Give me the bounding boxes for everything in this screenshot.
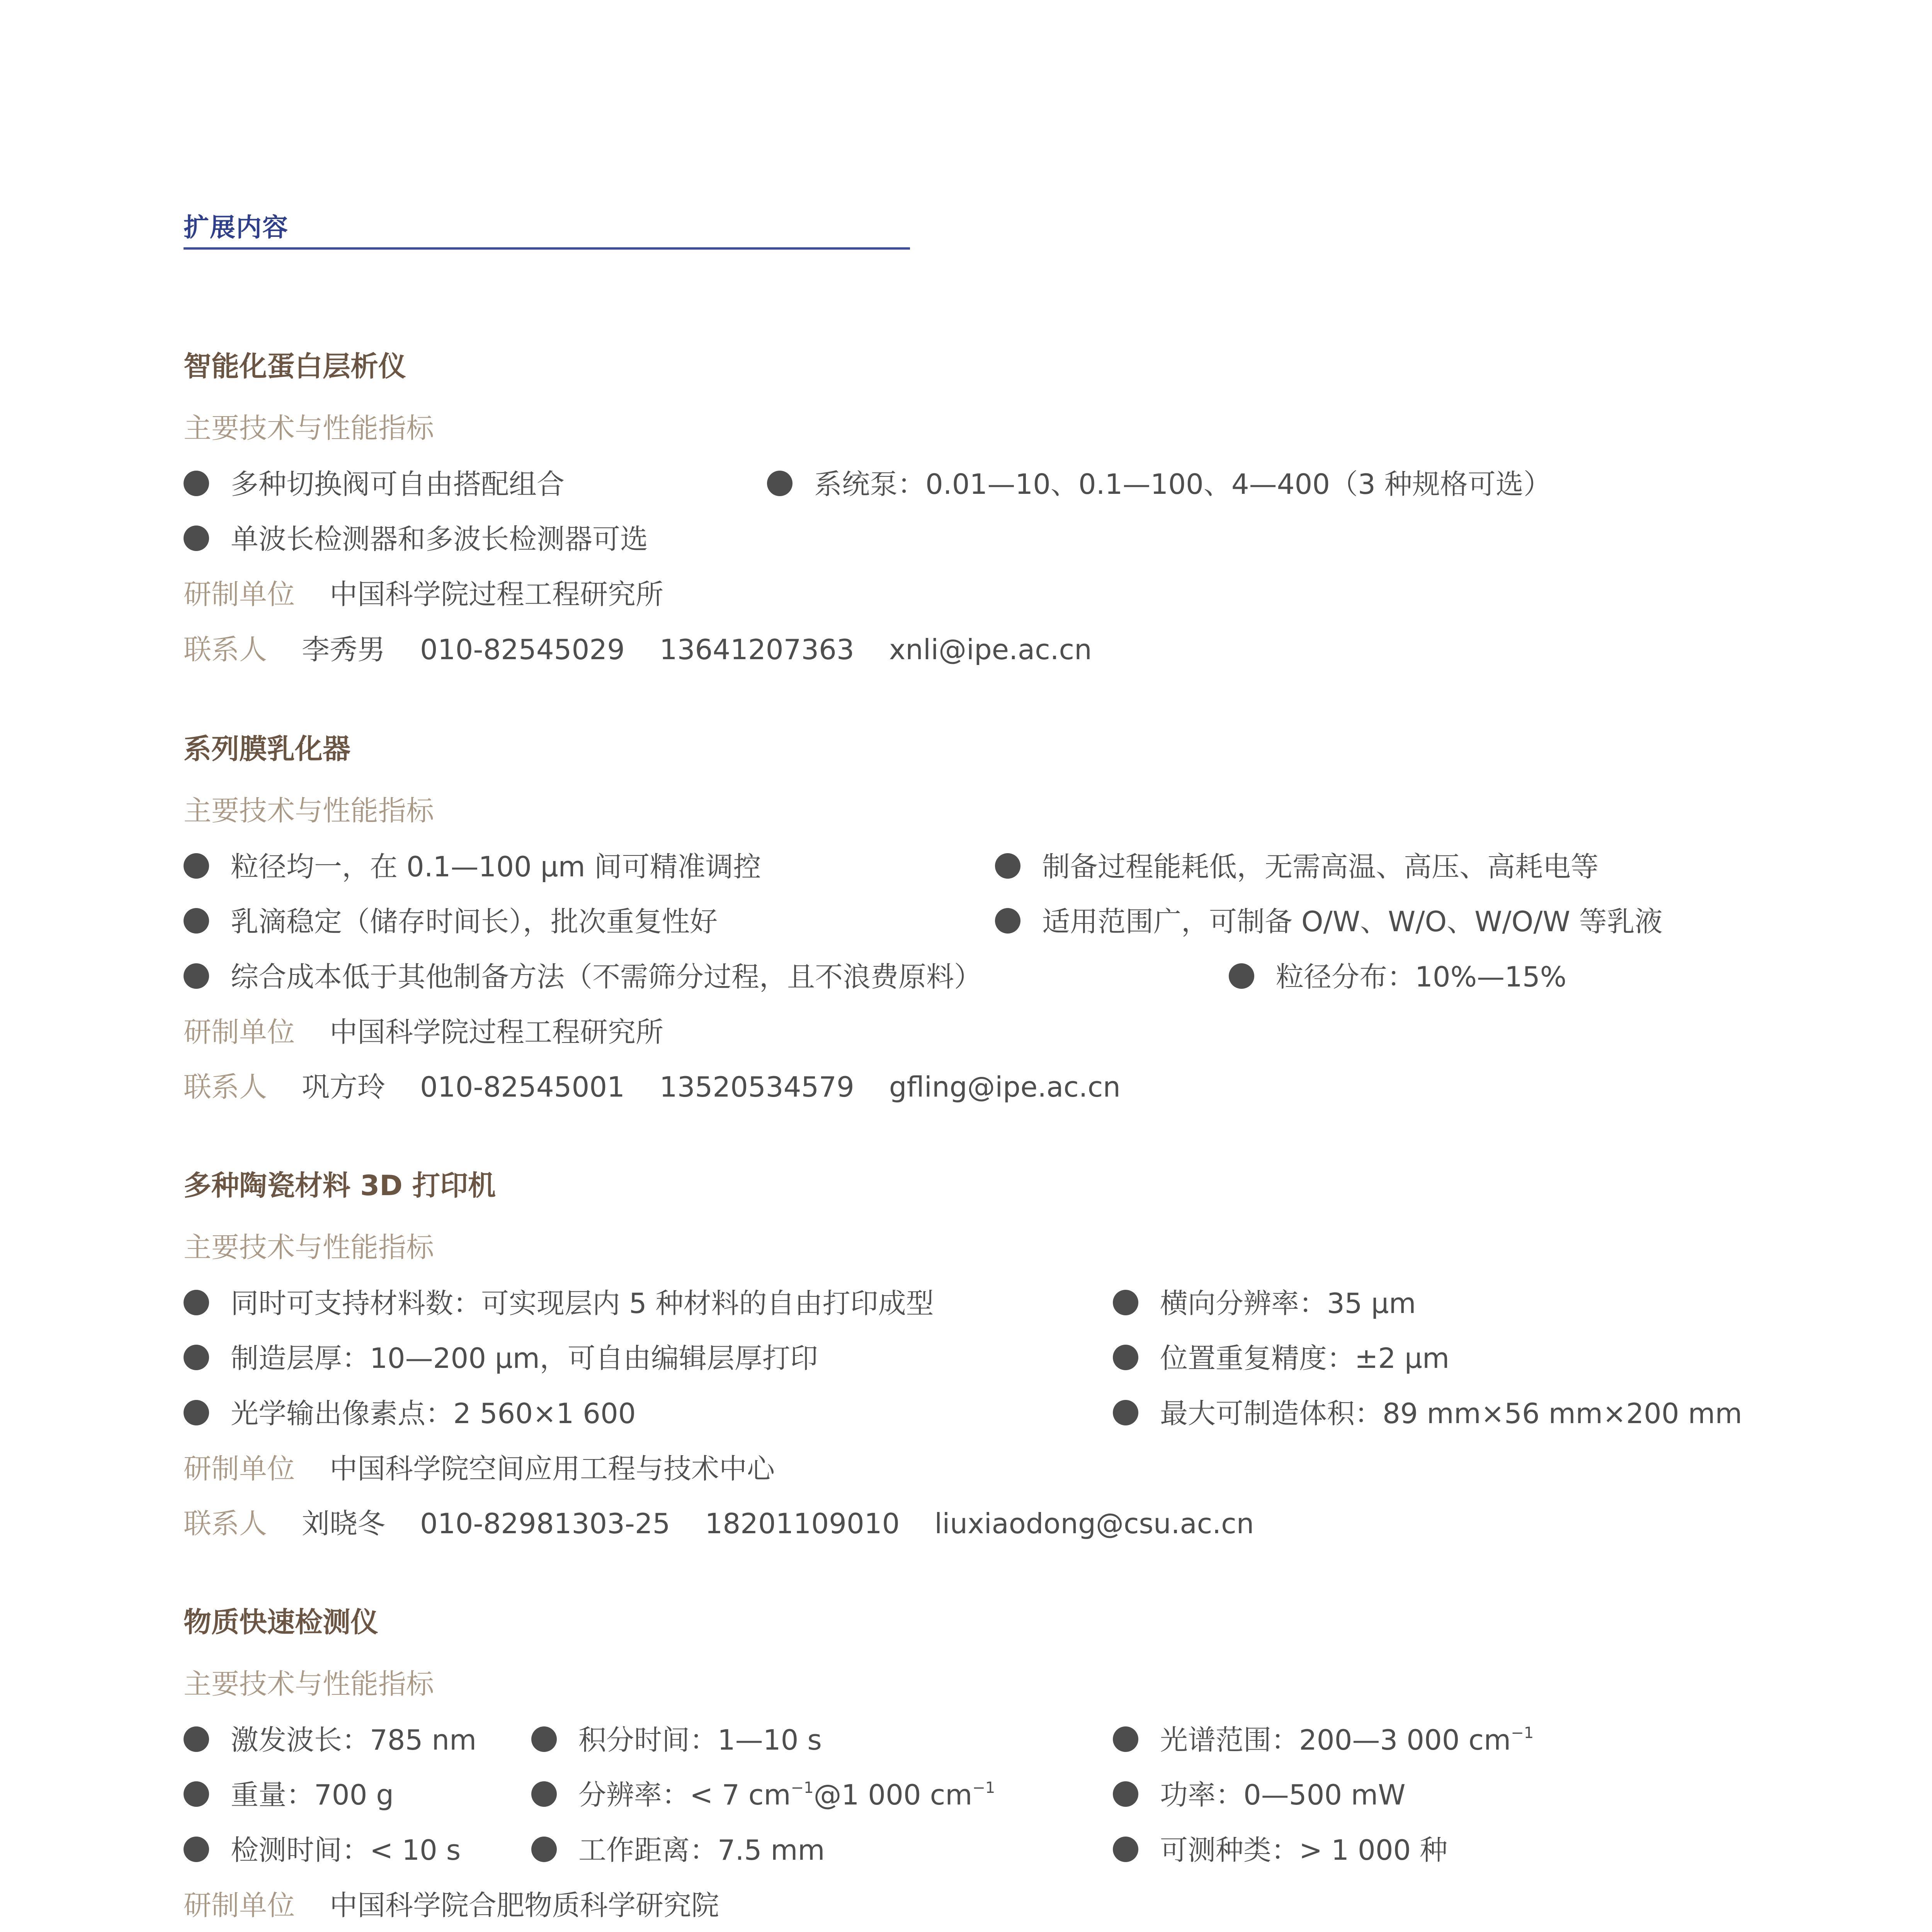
product-title: 物质快速检测仪 <box>184 1606 379 1638</box>
bullet-icon <box>531 1781 557 1807</box>
bullet-icon <box>184 1837 209 1862</box>
contact-email: liuxiaodong@csu.ac.cn <box>934 1507 1254 1540</box>
bullet-icon <box>184 1726 209 1752</box>
bullet-icon <box>531 1837 557 1862</box>
spec-item: 重量：700 g <box>184 1772 394 1813</box>
spec-heading: 主要技术与性能指标 <box>184 1231 434 1264</box>
bullet-icon <box>184 1400 209 1425</box>
bullet-icon <box>1113 1345 1138 1370</box>
bullet-icon <box>1113 1726 1138 1752</box>
bullet-icon <box>184 1290 209 1315</box>
developer-row: 研制单位 中国科学院过程工程研究所 <box>184 1016 664 1048</box>
spec-item: 综合成本低于其他制备方法（不需筛分过程，且不浪费原料） <box>184 954 982 995</box>
bullet-icon <box>1113 1781 1138 1807</box>
spec-item: 系统泵：0.01—10、0.1—100、4—400（3 种规格可选） <box>767 462 1551 502</box>
contact-row: 联系人 刘晓冬 010-82981303-25 18201109010 liuxiaodong@csu.ac.cn <box>184 1507 1254 1540</box>
bullet-icon <box>184 963 209 989</box>
spec-item: 积分时间：1—10 s <box>531 1718 822 1758</box>
contact-email: xnli@ipe.ac.cn <box>889 633 1092 666</box>
bullet-icon <box>184 471 209 496</box>
bullet-icon <box>767 471 793 496</box>
spec-item: 同时可支持材料数：可实现层内 5 种材料的自由打印成型 <box>184 1281 934 1321</box>
spec-item: 位置重复精度：±2 μm <box>1113 1336 1449 1376</box>
spec-item: 适用范围广，可制备 O/W、W/O、W/O/W 等乳液 <box>995 899 1663 939</box>
spec-item: 功率：0—500 mW <box>1113 1772 1405 1813</box>
bullet-icon <box>531 1726 557 1752</box>
bullet-icon <box>184 526 209 551</box>
bullet-icon <box>995 908 1020 934</box>
bullet-icon <box>184 1781 209 1807</box>
bullet-icon <box>1113 1400 1138 1425</box>
section-header-label: 扩展内容 <box>184 213 289 242</box>
developer-row: 研制单位 中国科学院过程工程研究所 <box>184 578 664 611</box>
bullet-icon <box>1113 1837 1138 1862</box>
product-title: 系列膜乳化器 <box>184 733 351 765</box>
spec-item: 激发波长：785 nm <box>184 1718 476 1758</box>
bullet-icon <box>184 853 209 879</box>
spec-item: 横向分辨率：35 μm <box>1113 1281 1416 1321</box>
spec-heading: 主要技术与性能指标 <box>184 412 434 444</box>
product-title: 多种陶瓷材料 3D 打印机 <box>184 1169 496 1202</box>
spec-item: 乳滴稳定（储存时间长），批次重复性好 <box>184 899 718 939</box>
bullet-icon <box>1113 1290 1138 1315</box>
bullet-icon <box>184 908 209 934</box>
header-divider <box>184 247 910 250</box>
spec-heading: 主要技术与性能指标 <box>184 794 434 827</box>
bullet-icon <box>184 1345 209 1370</box>
spec-item: 多种切换阀可自由搭配组合 <box>184 462 565 502</box>
product-title: 智能化蛋白层析仪 <box>184 350 406 383</box>
spec-item: 可测种类：> 1 000 种 <box>1113 1828 1447 1868</box>
spec-item: 最大可制造体积：89 mm×56 mm×200 mm <box>1113 1391 1742 1431</box>
contact-row: 联系人 巩方玲 010-82545001 13520534579 gfling@ipe.ac.cn <box>184 1071 1121 1103</box>
spec-item: 单波长检测器和多波长检测器可选 <box>184 517 648 557</box>
spec-item: 分辨率：< 7 $cm^{-1}@1$ 000 $cm^{-1}$ <box>531 1772 995 1813</box>
bullet-icon <box>1229 963 1254 989</box>
spec-item: 检测时间：< 10 s <box>184 1828 461 1868</box>
contact-email: gfling@ipe.ac.cn <box>889 1071 1121 1103</box>
spec-item: 粒径分布：10%—15% <box>1229 954 1566 995</box>
spec-heading: 主要技术与性能指标 <box>184 1668 434 1700</box>
developer-row: 研制单位 中国科学院空间应用工程与技术中心 <box>184 1452 775 1485</box>
bullet-icon <box>995 853 1020 879</box>
developer-row: 研制单位 中国科学院合肥物质科学研究院 <box>184 1889 719 1922</box>
spec-item: 光学输出像素点：2 560×1 600 <box>184 1391 636 1431</box>
contact-row: 联系人 李秀男 010-82545029 13641207363 xnli@ipe.ac.cn <box>184 633 1092 666</box>
spec-item: 制备过程能耗低，无需高温、高压、高耗电等 <box>995 844 1599 884</box>
spec-item: 光谱范围：200—3 000 $cm^{-1}$ <box>1113 1718 1534 1758</box>
spec-item: 制造层厚：10—200 μm，可自由编辑层厚打印 <box>184 1336 818 1376</box>
spec-item: 工作距离：7.5 mm <box>531 1828 825 1868</box>
spec-item: 粒径均一，在 0.1—100 μm 间可精准调控 <box>184 844 761 884</box>
